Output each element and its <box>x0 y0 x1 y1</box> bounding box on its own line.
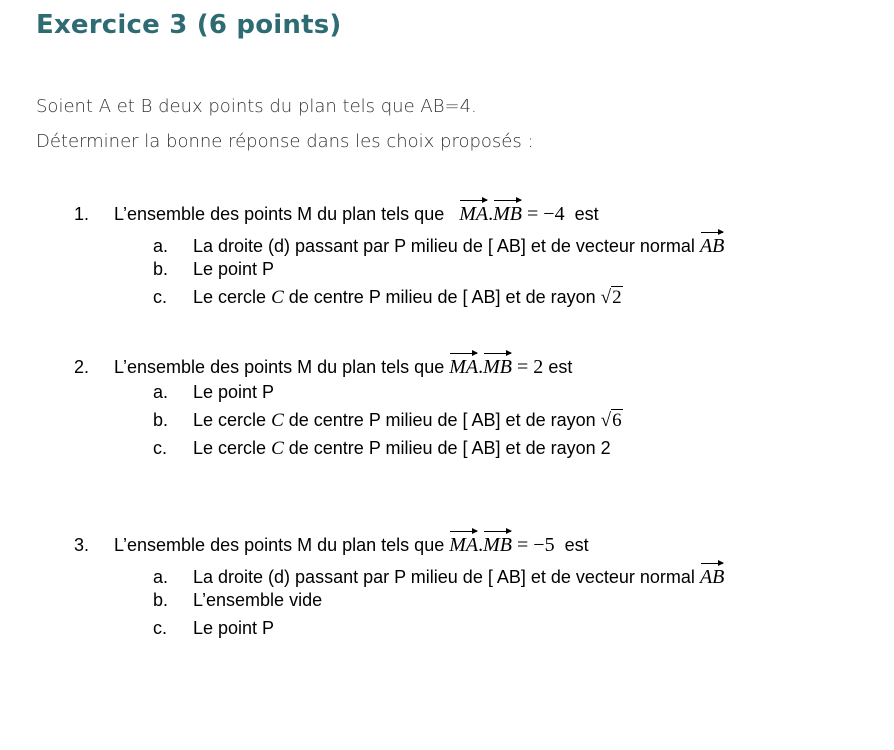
option-1c <box>153 287 623 309</box>
dot-operator: . <box>478 534 484 556</box>
option-3a <box>153 562 724 589</box>
option-text: Le point P <box>193 259 275 279</box>
vector-ma: MA <box>449 352 478 379</box>
intro-line-1: Soient A et B deux points du plan tels que AB=4. <box>36 96 477 117</box>
option-letter: b. <box>153 259 169 279</box>
question-text: L’ensemble des points M du plan tels que <box>114 357 445 377</box>
vector-mb: MB <box>483 352 512 379</box>
option-3c <box>153 618 274 639</box>
exercise-title: Exercice 3 (6 points) <box>36 10 342 40</box>
vector-ab: AB <box>700 562 724 589</box>
dot-operator: . <box>488 203 494 225</box>
option-text-after: de centre P milieu de [ AB] et de rayon <box>288 287 596 307</box>
option-2b <box>153 410 623 432</box>
question-suffix: est <box>548 357 573 377</box>
option-2c <box>153 438 611 460</box>
option-text: La droite (d) passant par P milieu de [ AB] et de vecteur normal <box>193 236 695 256</box>
option-text-after: de centre P milieu de [ AB] et de rayon <box>288 410 596 430</box>
question-text: L’ensemble des points M du plan tels que <box>114 535 445 555</box>
vector-mb: MB <box>483 530 512 557</box>
question-number: 3. <box>74 535 90 555</box>
circle-symbol: C <box>271 438 284 459</box>
option-letter: a. <box>153 382 169 402</box>
option-text: Le point P <box>193 618 275 638</box>
equation-value: = −5 <box>517 534 555 556</box>
option-letter: b. <box>153 410 169 430</box>
option-3b <box>153 590 322 611</box>
vector-ab: AB <box>700 231 724 258</box>
question-suffix: est <box>564 535 589 555</box>
vector-mb: MB <box>493 199 522 226</box>
option-letter: a. <box>153 236 169 256</box>
option-1b <box>153 259 274 280</box>
equation-value: = 2 <box>517 356 544 378</box>
question-3 <box>74 530 589 557</box>
option-letter: b. <box>153 590 169 610</box>
option-letter: a. <box>153 567 169 587</box>
question-text: L’ensemble des points M du plan tels que <box>114 204 445 224</box>
option-1a <box>153 231 724 258</box>
option-2a <box>153 382 274 403</box>
sqrt-expression: √2 <box>600 287 622 308</box>
option-letter: c. <box>153 287 168 307</box>
sqrt-radicand: 2 <box>612 287 622 308</box>
question-2 <box>74 352 572 379</box>
vector-ma: MA <box>449 530 478 557</box>
circle-symbol: C <box>271 410 284 431</box>
dot-operator: . <box>478 356 484 378</box>
option-text: Le point P <box>193 382 275 402</box>
option-text: L’ensemble vide <box>193 590 323 610</box>
circle-symbol: C <box>271 287 284 308</box>
option-text-before: Le cercle <box>193 410 267 430</box>
question-suffix: est <box>574 204 599 224</box>
vector-ma: MA <box>459 199 488 226</box>
option-text-before: Le cercle <box>193 438 267 458</box>
option-letter: c. <box>153 438 168 458</box>
question-number: 1. <box>74 204 90 224</box>
intro-line-2: Déterminer la bonne réponse dans les choix proposés : <box>36 131 534 152</box>
option-text: La droite (d) passant par P milieu de [ AB] et de vecteur normal <box>193 567 695 587</box>
option-text-after: de centre P milieu de [ AB] et de rayon 2 <box>288 438 611 458</box>
equation-value: = −4 <box>527 203 565 225</box>
question-number: 2. <box>74 357 90 377</box>
option-letter: c. <box>153 618 168 638</box>
option-text-before: Le cercle <box>193 287 267 307</box>
sqrt-expression: √6 <box>600 410 622 431</box>
question-1 <box>74 199 599 226</box>
sqrt-radicand: 6 <box>612 410 622 431</box>
